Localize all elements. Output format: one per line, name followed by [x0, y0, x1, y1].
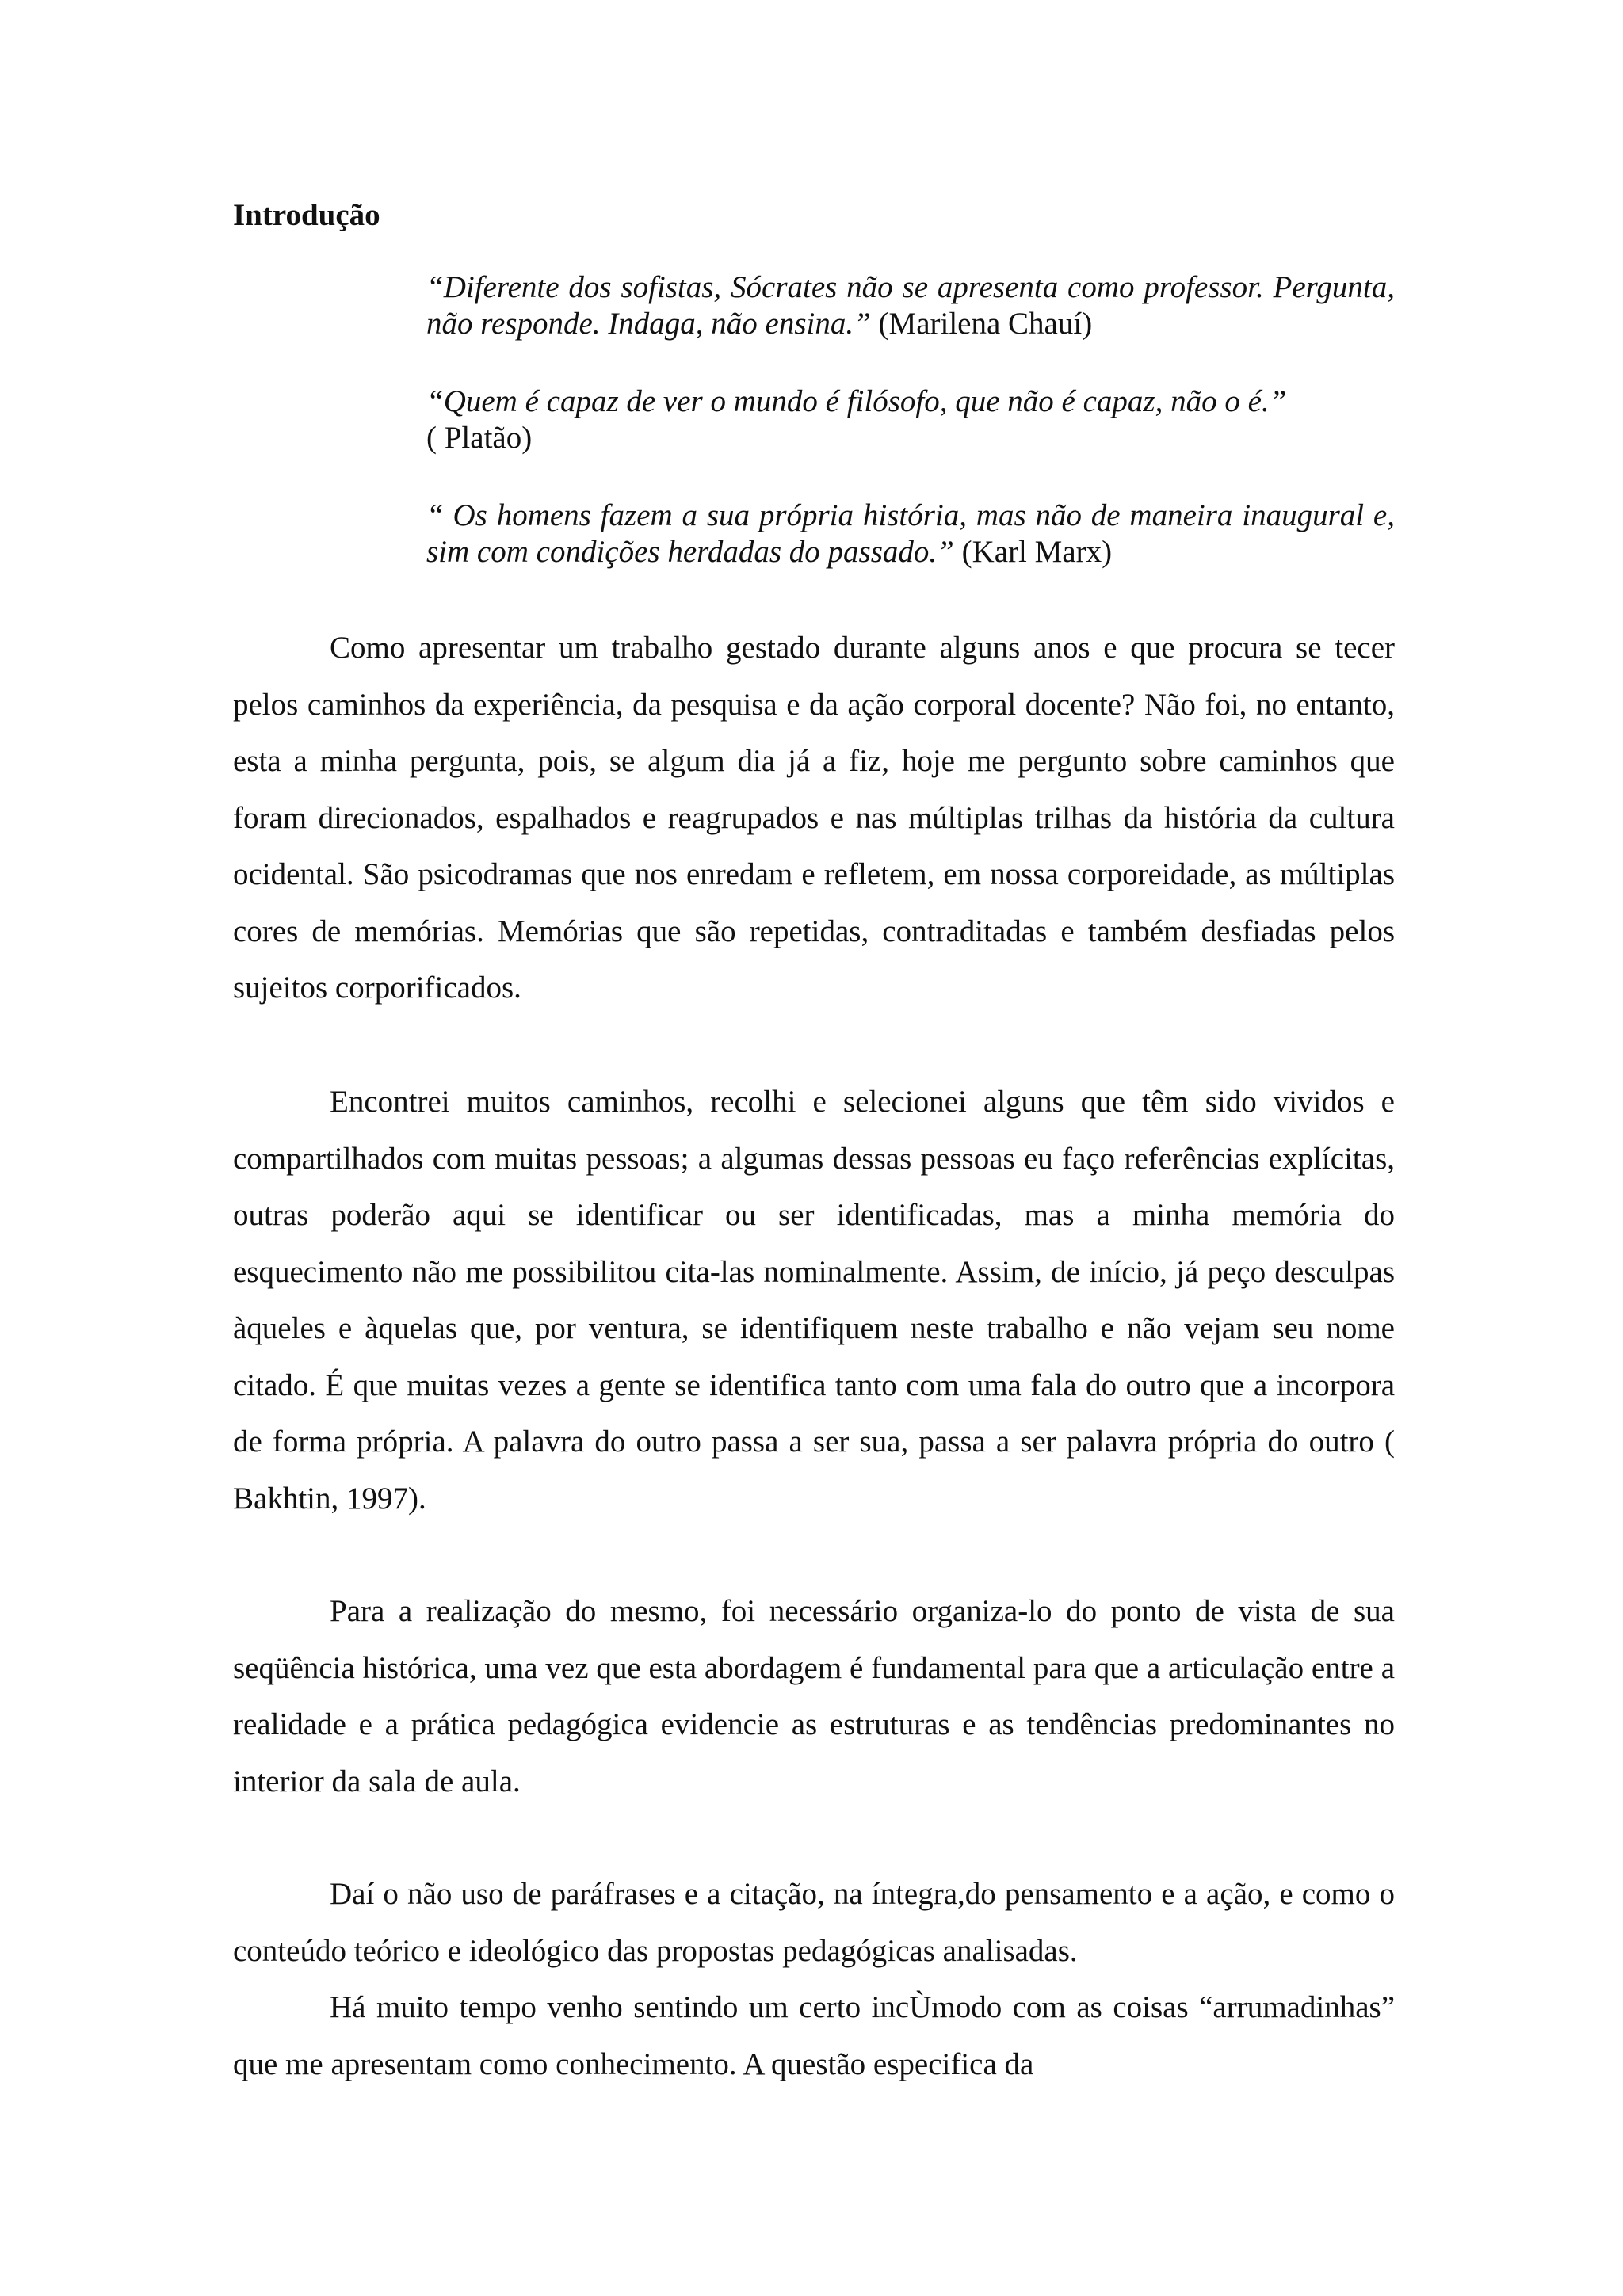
- epigraph-quote: “Quem é capaz de ver o mundo é filósofo, que não é capaz, não o é.”: [426, 384, 1287, 418]
- epigraph-author: (Marilena Chauí): [870, 307, 1093, 341]
- epigraph-quote: “Diferente dos sofistas, Sócrates não se apresenta como professor. Pergunta, não responde. Indaga, não ensina.”: [426, 270, 1395, 341]
- body-paragraph-5: Há muito tempo venho sentindo um certo incÙmodo com as coisas “arrumadinhas” que me apresentam como conhecimento. A questão especifica da: [233, 1990, 1395, 2081]
- epigraph-author: ( Platão): [426, 421, 533, 455]
- epigraph-chaui: [426, 269, 1395, 342]
- epigraph-marx: [426, 498, 1395, 570]
- epigraph-platao: [426, 383, 1395, 456]
- body-paragraph-3: Para a realização do mesmo, foi necessário organiza-lo do ponto de vista de sua seqüência histórica, uma vez que esta abordagem é fundamental para que a articulação entre a realidade e a prática pedagógica evidencie as estruturas e as tendências predominantes no interior da sala de aula.: [233, 1594, 1395, 1798]
- body-paragraph-1: Como apresentar um trabalho gestado durante alguns anos e que procura se tecer pelos caminhos da experiência, da pesquisa e da ação corporal docente? Não foi, no entanto, esta a minha pergunta, pois, se algum dia já a fiz, hoje me pergunto sobre caminhos que foram direcionados, espalhados e reagrupados e nas múltiplas trilhas da história da cultura ocidental. São psicodramas que nos enredam e refletem, em nossa corporeidade, as múltiplas cores de memórias. Memórias que são repetidas, contraditadas e também desfiadas pelos sujeitos corporificados.: [233, 631, 1395, 1005]
- body-paragraph-4: Daí o não uso de paráfrases e a citação, na íntegra,do pensamento e a ação, e como o conteúdo teórico e ideológico das propostas pedagógicas analisadas.: [233, 1877, 1395, 1968]
- body-paragraph-2: Encontrei muitos caminhos, recolhi e selecionei alguns que têm sido vividos e compartilhados com muitas pessoas; a algumas dessas pessoas eu faço referências explícitas, outras poderão aqui se identificar ou ser identificadas, mas a minha memória do esquecimento não me possibilitou cita-las nominalmente. Assim, de início, já peço desculpas àqueles e àquelas que, por ventura, se identifiquem neste trabalho e não vejam seu nome citado. É que muitas vezes a gente se identifica tanto com uma fala do outro que a incorpora de forma própria. A palavra do outro passa a ser sua, passa a ser palavra própria do outro ( Bakhtin, 1997).: [233, 1085, 1395, 1516]
- epigraph-quote: “ Os homens fazem a sua própria história, mas não de maneira inaugural e, sim com condições herdadas do passado.”: [426, 498, 1395, 569]
- epigraph-author: (Karl Marx): [953, 535, 1113, 569]
- section-heading: Introdução: [233, 198, 380, 232]
